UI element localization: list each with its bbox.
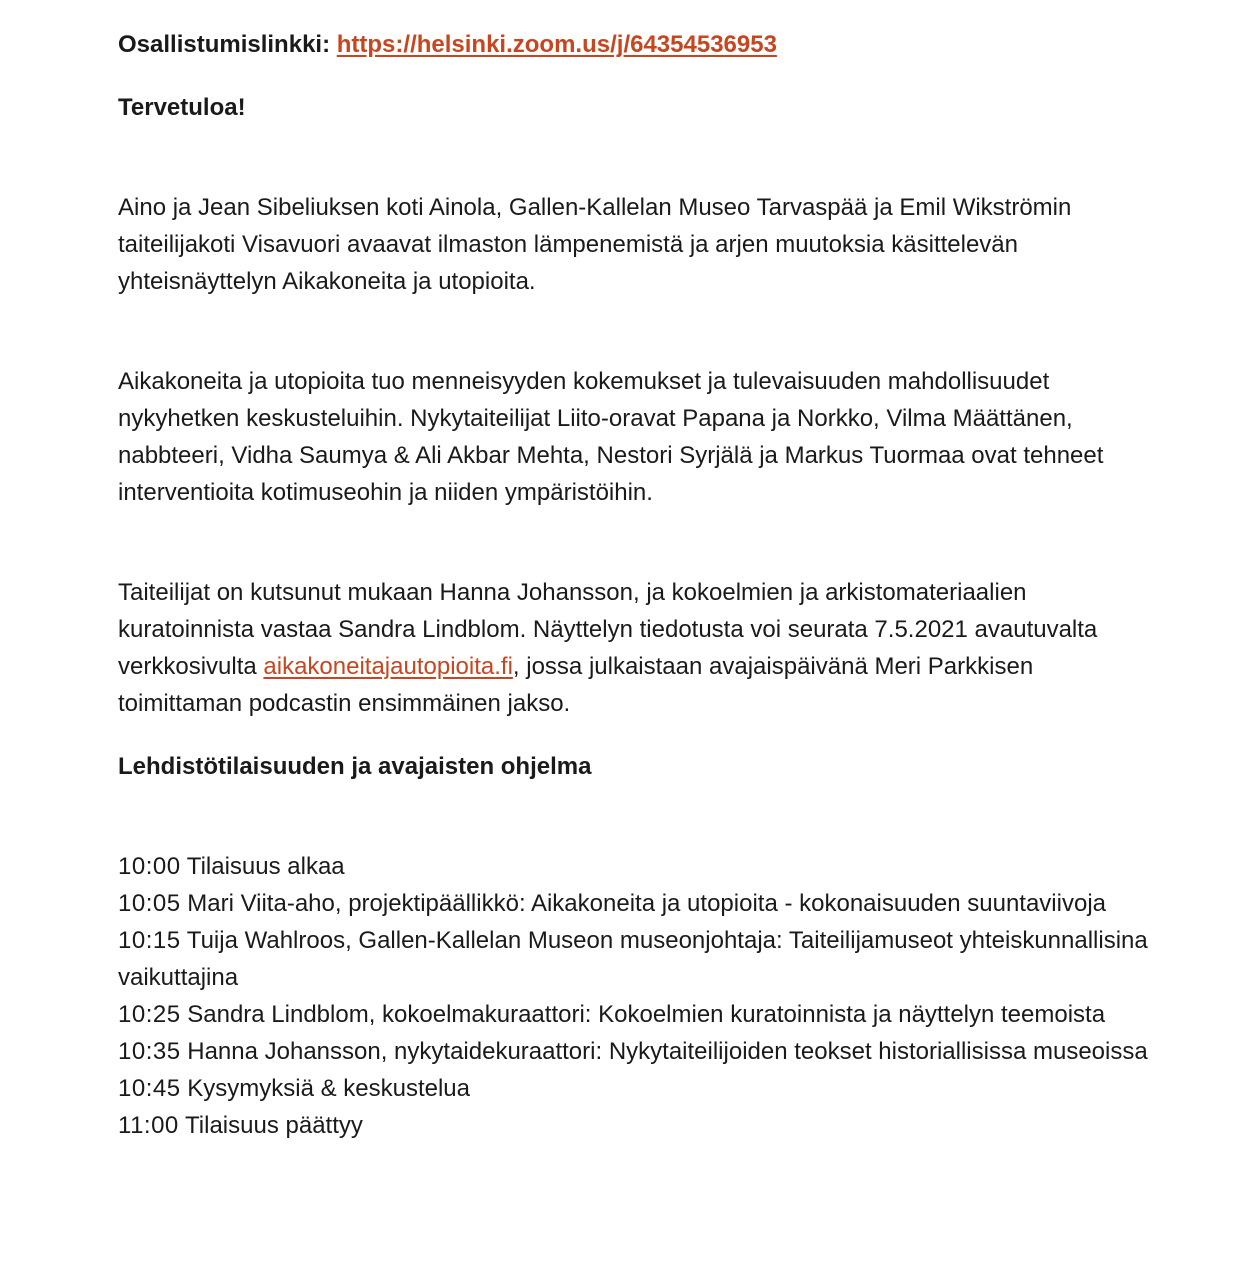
curators-paragraph (118, 574, 1148, 722)
schedule-item (118, 885, 1148, 922)
schedule-time: 10:00 (118, 853, 181, 880)
website-link[interactable]: aikakoneitajautopioita.fi (263, 653, 513, 680)
zoom-link[interactable]: https://helsinki.zoom.us/j/64354536953 (336, 31, 777, 58)
schedule-text: Mari Viita-aho, projektipäällikkö: Aikakoneita ja utopioita - kokonaisuuden suuntaviivoja (187, 890, 1106, 917)
schedule-time: 10:35 (118, 1038, 181, 1065)
program-schedule (118, 848, 1148, 1144)
schedule-time: 10:05 (118, 890, 181, 917)
artists-paragraph: Aikakoneita ja utopioita tuo menneisyyden kokemukset ja tulevaisuuden mahdollisuudet nykyhetken keskusteluihin. Nykytaiteilijat Liito-oravat Papana ja Norkko, Vilma Määttänen, nabbteeri, Vidha Saumya & Ali Akbar Mehta, Nestori Syrjälä ja Markus Tuormaa ovat tehneet interventioita kotimuseohin ja niiden ympäristöihin. (118, 368, 1104, 506)
schedule-item (118, 922, 1148, 996)
curators-text-before: Taiteilijat on kutsunut mukaan Hanna Johansson, ja kokoelmien ja arkistomateriaalien kuratoinnista vastaa Sandra Lindblom. Näyttelyn tiedotusta voi seurata 7.5.2021 avautuvalta verkkosivulta (118, 579, 1098, 680)
welcome-heading: Tervetuloa! (118, 94, 246, 121)
schedule-item (118, 996, 1148, 1033)
document-body (118, 26, 1148, 1168)
intro-paragraph: Aino ja Jean Sibeliuksen koti Ainola, Gallen-Kallelan Museo Tarvaspää ja Emil Wikströmin taiteilijakoti Visavuori avaavat ilmaston lämpenemistä ja arjen muutoksia käsittelevän yhteisnäyttelyn Aikakoneita ja utopioita. (118, 194, 1072, 295)
curators-text-after: , jossa julkaistaan avajaispäivänä Meri Parkkisen toimittaman podcastin ensimmäinen jakso. (118, 653, 1034, 717)
schedule-text: Sandra Lindblom, kokoelmakuraattori: Kokoelmien kuratoinnista ja näyttelyn teemoista (187, 1001, 1106, 1028)
schedule-time: 10:45 (118, 1075, 181, 1102)
participation-link-line (118, 26, 1148, 63)
participation-label: Osallistumislinkki: (118, 31, 331, 58)
schedule-text: Tilaisuus päättyy (185, 1112, 363, 1139)
schedule-text: Hanna Johansson, nykytaidekuraattori: Nykytaiteilijoiden teokset historiallisissa museoissa (187, 1038, 1148, 1065)
schedule-time: 10:15 (118, 927, 181, 954)
program-heading: Lehdistötilaisuuden ja avajaisten ohjelma (118, 753, 592, 780)
schedule-time: 11:00 (118, 1112, 179, 1139)
schedule-time: 10:25 (118, 1001, 181, 1028)
schedule-item (118, 1070, 1148, 1107)
schedule-text: Tilaisuus alkaa (186, 853, 345, 880)
schedule-item (118, 1033, 1148, 1070)
schedule-text: Tuija Wahlroos, Gallen-Kallelan Museon museonjohtaja: Taiteilijamuseot yhteiskunnallisina vaikuttajina (118, 927, 1148, 991)
schedule-item (118, 1107, 1148, 1144)
schedule-item (118, 848, 1148, 885)
schedule-text: Kysymyksiä & keskustelua (187, 1075, 470, 1102)
